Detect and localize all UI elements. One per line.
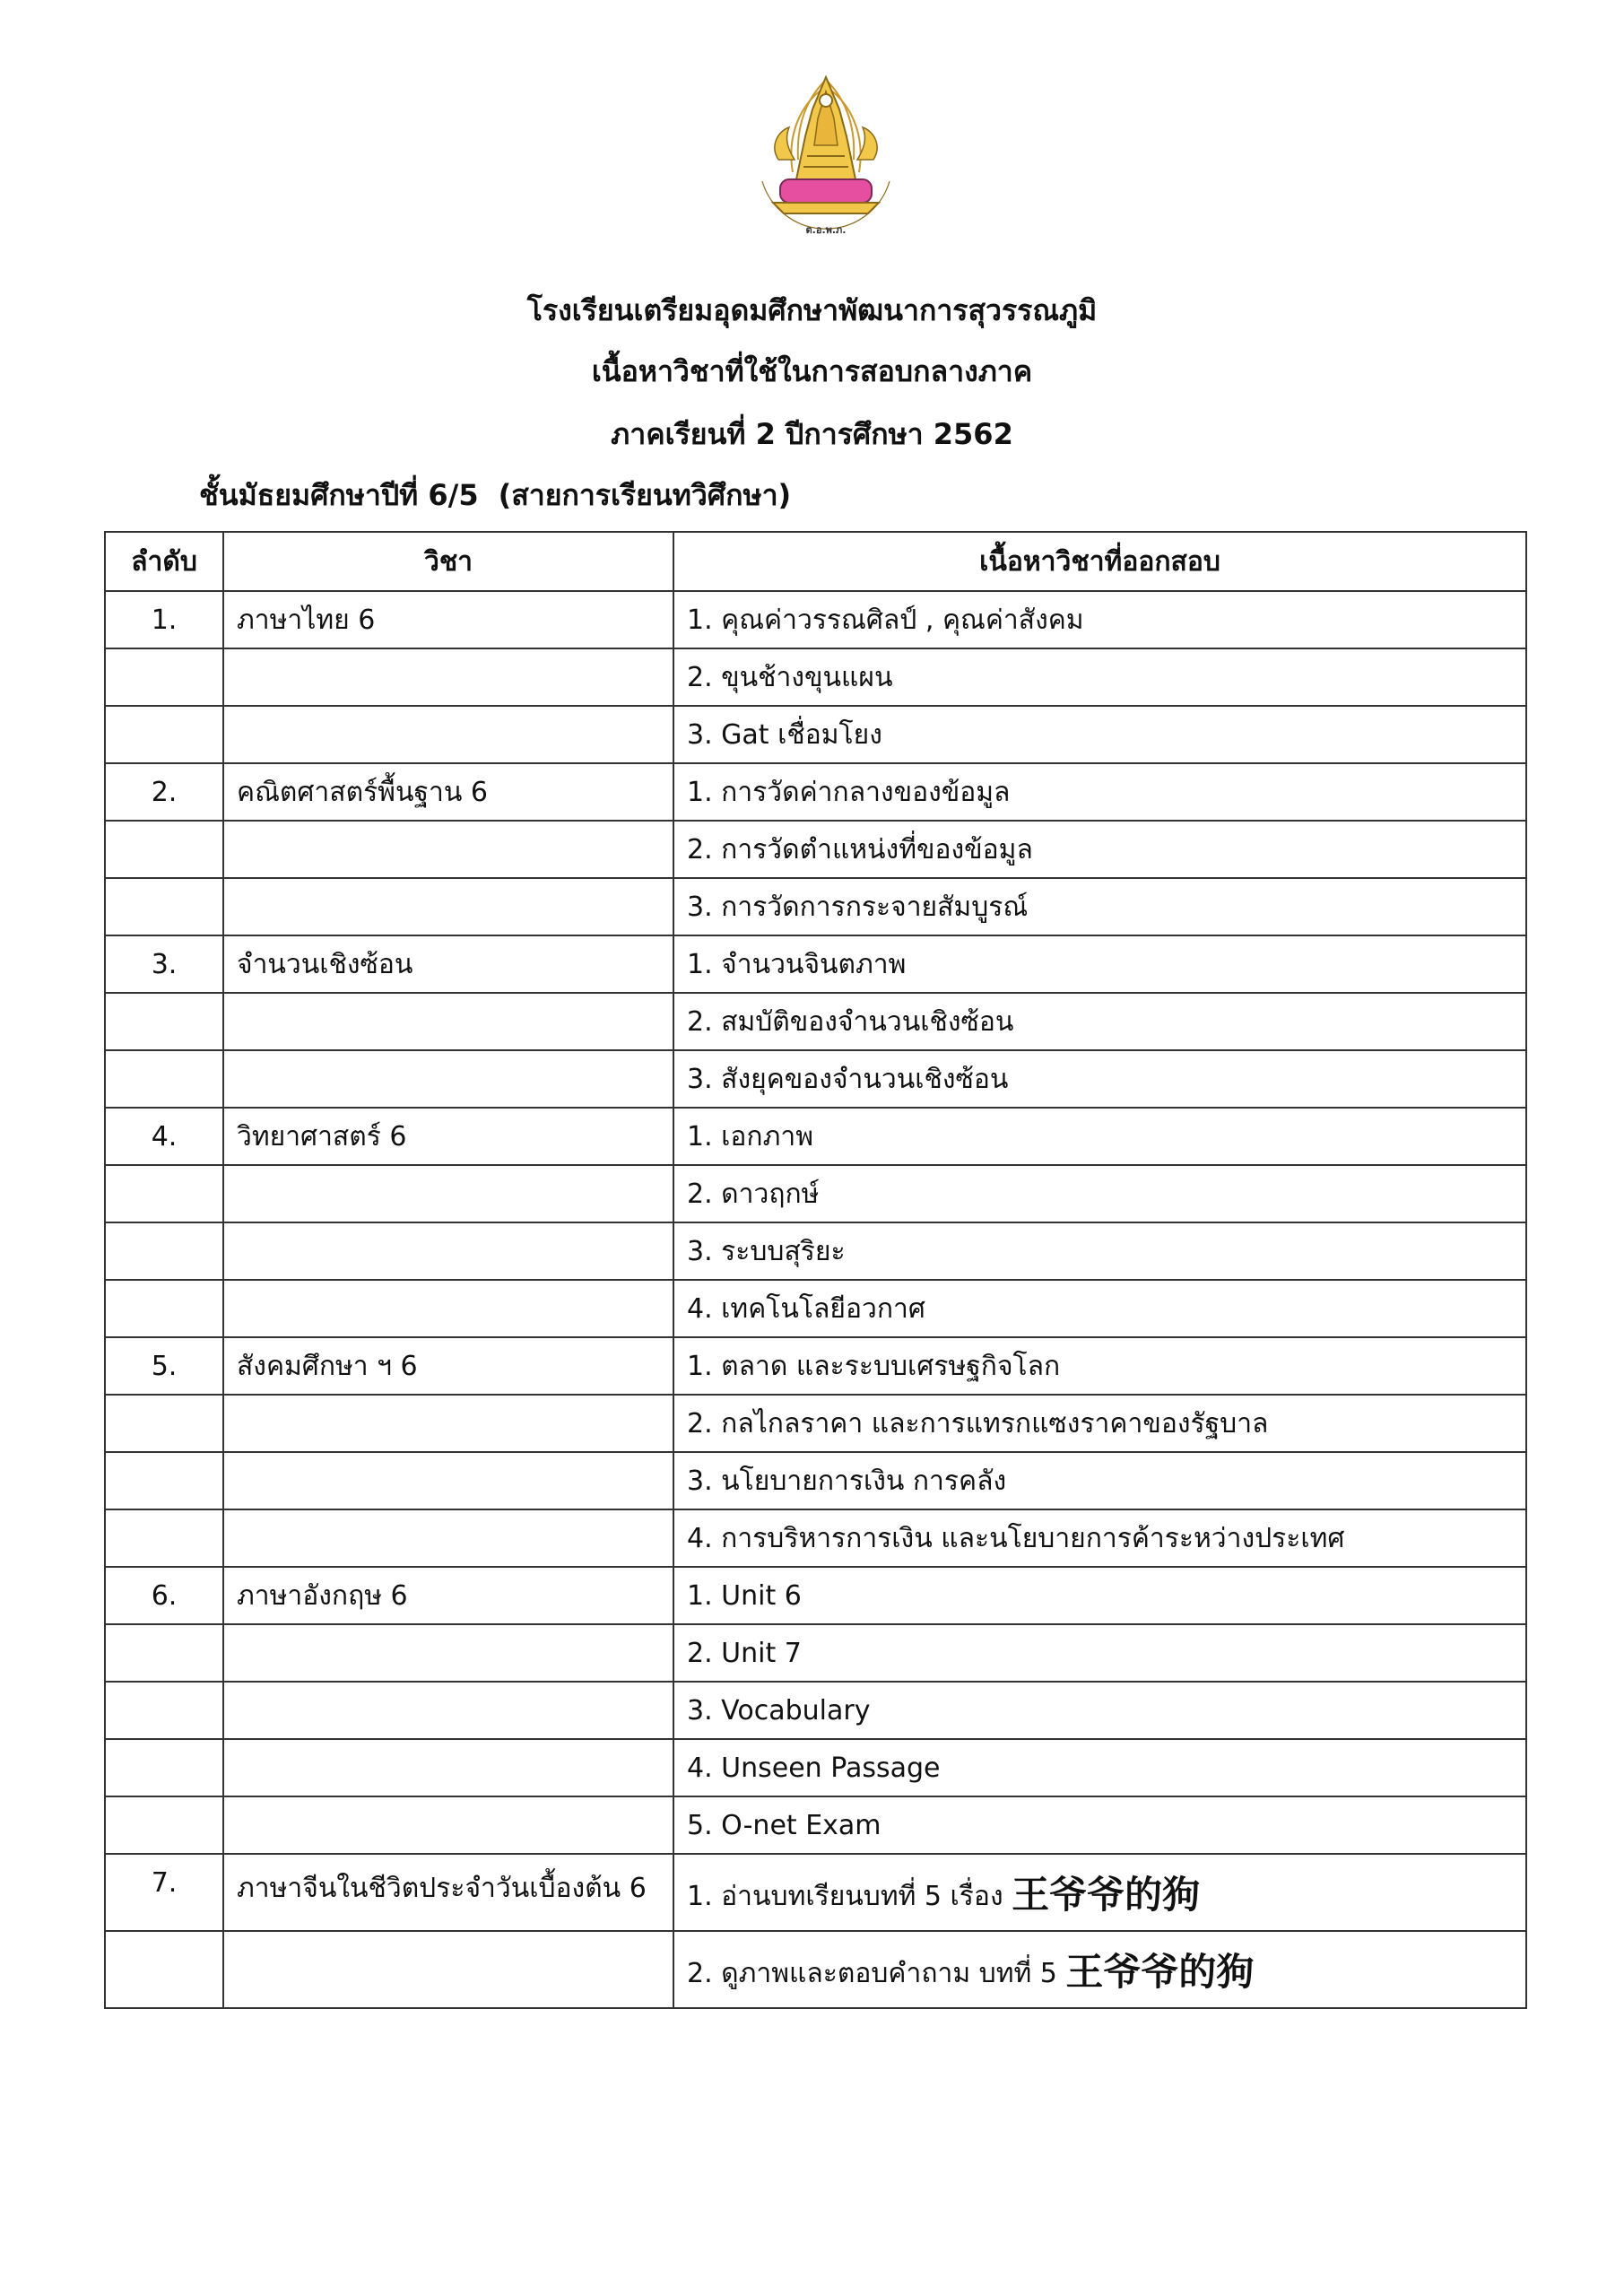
row-subject bbox=[223, 1452, 673, 1509]
row-subject: วิทยาศาสตร์ 6 bbox=[223, 1108, 673, 1165]
row-number bbox=[105, 1222, 223, 1280]
row-topic bbox=[673, 1108, 1526, 1165]
row-number bbox=[105, 1931, 223, 2008]
row-number bbox=[105, 1739, 223, 1796]
table-row bbox=[105, 1108, 1526, 1165]
row-topic bbox=[673, 706, 1526, 763]
topic-text: 3. Gat เชื่อมโยง bbox=[687, 718, 882, 751]
row-subject bbox=[223, 1280, 673, 1337]
program-type: (สายการเรียนทวิศึกษา) bbox=[498, 478, 792, 512]
row-subject: สังคมศึกษา ฯ 6 bbox=[223, 1337, 673, 1395]
row-topic bbox=[673, 935, 1526, 993]
topic-text: 1. จำนวนจินตภาพ bbox=[687, 948, 907, 980]
row-number: 7. bbox=[105, 1854, 223, 1931]
row-topic bbox=[673, 1509, 1526, 1567]
row-number: 1. bbox=[105, 591, 223, 648]
table-row bbox=[105, 993, 1526, 1050]
row-number bbox=[105, 1509, 223, 1567]
row-number: 3. bbox=[105, 935, 223, 993]
topic-text: 3. สังยุคของจำนวนเชิงซ้อน bbox=[687, 1063, 1009, 1095]
school-name: โรงเรียนเตรียมอุดมศึกษาพัฒนาการสุวรรณภูมิ bbox=[526, 293, 1098, 327]
table-row bbox=[105, 1452, 1526, 1509]
topic-text: 2. ขุนช้างขุนแผน bbox=[687, 661, 893, 693]
row-subject bbox=[223, 1395, 673, 1452]
row-number bbox=[105, 821, 223, 878]
topic-text: 2. สมบัติของจำนวนเชิงซ้อน bbox=[687, 1005, 1014, 1038]
row-subject: ภาษาจีนในชีวิตประจำวันเบื้องต้น 6 bbox=[223, 1854, 673, 1931]
topic-text: 1. การวัดค่ากลางของข้อมูล bbox=[687, 776, 1011, 808]
row-number: 6. bbox=[105, 1567, 223, 1624]
table-row bbox=[105, 878, 1526, 935]
topic-text: 2. Unit 7 bbox=[687, 1637, 802, 1669]
row-subject bbox=[223, 1739, 673, 1796]
table-row bbox=[105, 648, 1526, 706]
topic-text: 3. นโยบายการเงิน การคลัง bbox=[687, 1465, 1007, 1497]
row-subject bbox=[223, 1165, 673, 1222]
table-row bbox=[105, 1682, 1526, 1739]
topic-text: 1. คุณค่าวรรณศิลป์ , คุณค่าสังคม bbox=[687, 604, 1084, 636]
row-subject bbox=[223, 1509, 673, 1567]
table-row bbox=[105, 1854, 1526, 1931]
row-subject: จำนวนเชิงซ้อน bbox=[223, 935, 673, 993]
class-line bbox=[199, 475, 791, 515]
table-row bbox=[105, 1739, 1526, 1796]
topic-text: 3. ระบบสุริยะ bbox=[687, 1235, 846, 1267]
term-year: ภาคเรียนที่ 2 ปีการศึกษา 2562 bbox=[611, 417, 1013, 451]
topic-text: 1. Unit 6 bbox=[687, 1579, 802, 1612]
table-row bbox=[105, 1931, 1526, 2008]
row-subject bbox=[223, 1796, 673, 1854]
row-subject bbox=[223, 878, 673, 935]
topic-text: 1. เอกภาพ bbox=[687, 1120, 813, 1152]
topic-chinese-title: 王爷爷的狗 bbox=[1012, 1873, 1201, 1917]
row-topic bbox=[673, 993, 1526, 1050]
row-number bbox=[105, 706, 223, 763]
row-number: 2. bbox=[105, 763, 223, 821]
table-row bbox=[105, 763, 1526, 821]
row-number bbox=[105, 1796, 223, 1854]
row-number bbox=[105, 648, 223, 706]
column-header-subject: วิชา bbox=[223, 532, 673, 591]
row-number: 5. bbox=[105, 1337, 223, 1395]
row-subject bbox=[223, 1931, 673, 2008]
topic-text: 3. การวัดการกระจายสัมบูรณ์ bbox=[687, 891, 1029, 923]
row-subject bbox=[223, 706, 673, 763]
row-number bbox=[105, 993, 223, 1050]
topic-text: 2. การวัดตำแหน่งที่ของข้อมูล bbox=[687, 833, 1033, 865]
topic-text: 3. Vocabulary bbox=[687, 1694, 871, 1726]
row-topic bbox=[673, 1796, 1526, 1854]
table-header-row bbox=[105, 532, 1526, 591]
table-row bbox=[105, 821, 1526, 878]
topic-text: 2. ดาวฤกษ์ bbox=[687, 1178, 820, 1210]
table-row bbox=[105, 591, 1526, 648]
row-number bbox=[105, 1682, 223, 1739]
topic-chinese-title: 王爷爷的狗 bbox=[1065, 1950, 1255, 1994]
row-subject bbox=[223, 821, 673, 878]
table-row bbox=[105, 1222, 1526, 1280]
row-topic bbox=[673, 1739, 1526, 1796]
row-subject bbox=[223, 1050, 673, 1108]
row-subject: คณิตศาสตร์พื้นฐาน 6 bbox=[223, 763, 673, 821]
table-row bbox=[105, 1050, 1526, 1108]
row-topic bbox=[673, 763, 1526, 821]
svg-text:ต.อ.พ.ภ.: ต.อ.พ.ภ. bbox=[805, 224, 847, 236]
topic-text: 1. อ่านบทเรียนบทที่ 5 เรื่อง bbox=[687, 1881, 1003, 1912]
table-row bbox=[105, 935, 1526, 993]
row-topic bbox=[673, 1452, 1526, 1509]
column-header-topics: เนื้อหาวิชาที่ออกสอบ bbox=[673, 532, 1526, 591]
row-topic bbox=[673, 1222, 1526, 1280]
row-subject: ภาษาไทย 6 bbox=[223, 591, 673, 648]
row-number bbox=[105, 1395, 223, 1452]
table-row bbox=[105, 1796, 1526, 1854]
row-topic bbox=[673, 878, 1526, 935]
row-number bbox=[105, 1624, 223, 1682]
table-row bbox=[105, 1337, 1526, 1395]
row-subject: ภาษาอังกฤษ 6 bbox=[223, 1567, 673, 1624]
table-row bbox=[105, 706, 1526, 763]
row-number bbox=[105, 878, 223, 935]
row-number bbox=[105, 1280, 223, 1337]
row-number bbox=[105, 1452, 223, 1509]
row-topic bbox=[673, 1280, 1526, 1337]
table-row bbox=[105, 1395, 1526, 1452]
table-row bbox=[105, 1624, 1526, 1682]
row-number bbox=[105, 1050, 223, 1108]
row-topic bbox=[673, 821, 1526, 878]
row-number bbox=[105, 1165, 223, 1222]
topic-text: 2. กลไกลราคา และการแทรกแซงราคาของรัฐบาล bbox=[687, 1407, 1269, 1439]
topic-text: 4. การบริหารการเงิน และนโยบายการค้าระหว่างประเทศ bbox=[687, 1522, 1345, 1554]
row-subject bbox=[223, 648, 673, 706]
row-topic bbox=[673, 591, 1526, 648]
table-body bbox=[105, 591, 1526, 2008]
row-topic bbox=[673, 1682, 1526, 1739]
row-subject bbox=[223, 993, 673, 1050]
row-topic bbox=[673, 1624, 1526, 1682]
row-topic bbox=[673, 1395, 1526, 1452]
table-row bbox=[105, 1567, 1526, 1624]
row-topic bbox=[673, 1931, 1526, 2008]
row-topic bbox=[673, 1337, 1526, 1395]
document-subtitle: เนื้อหาวิชาที่ใช้ในการสอบกลางภาค bbox=[591, 354, 1033, 388]
column-header-no: ลำดับ bbox=[105, 532, 223, 591]
topic-text: 4. เทคโนโลยีอวกาศ bbox=[687, 1292, 925, 1325]
school-emblem-logo bbox=[743, 74, 909, 264]
row-subject bbox=[223, 1624, 673, 1682]
table-row bbox=[105, 1165, 1526, 1222]
topic-text: 1. ตลาด และระบบเศรษฐกิจโลก bbox=[687, 1350, 1061, 1382]
topic-text: 4. Unseen Passage bbox=[687, 1752, 941, 1784]
row-topic bbox=[673, 1567, 1526, 1624]
class-level: ชั้นมัธยมศึกษาปีที่ 6/5 bbox=[199, 478, 479, 512]
row-topic bbox=[673, 1854, 1526, 1931]
row-subject bbox=[223, 1222, 673, 1280]
row-topic bbox=[673, 1050, 1526, 1108]
row-subject bbox=[223, 1682, 673, 1739]
row-topic bbox=[673, 648, 1526, 706]
exam-content-table bbox=[104, 531, 1527, 2009]
topic-text: 5. O-net Exam bbox=[687, 1809, 881, 1841]
table-row bbox=[105, 1280, 1526, 1337]
topic-text: 2. ดูภาพและตอบคำถาม บทที่ 5 bbox=[687, 1958, 1057, 1989]
table-row bbox=[105, 1509, 1526, 1567]
row-topic bbox=[673, 1165, 1526, 1222]
row-number: 4. bbox=[105, 1108, 223, 1165]
